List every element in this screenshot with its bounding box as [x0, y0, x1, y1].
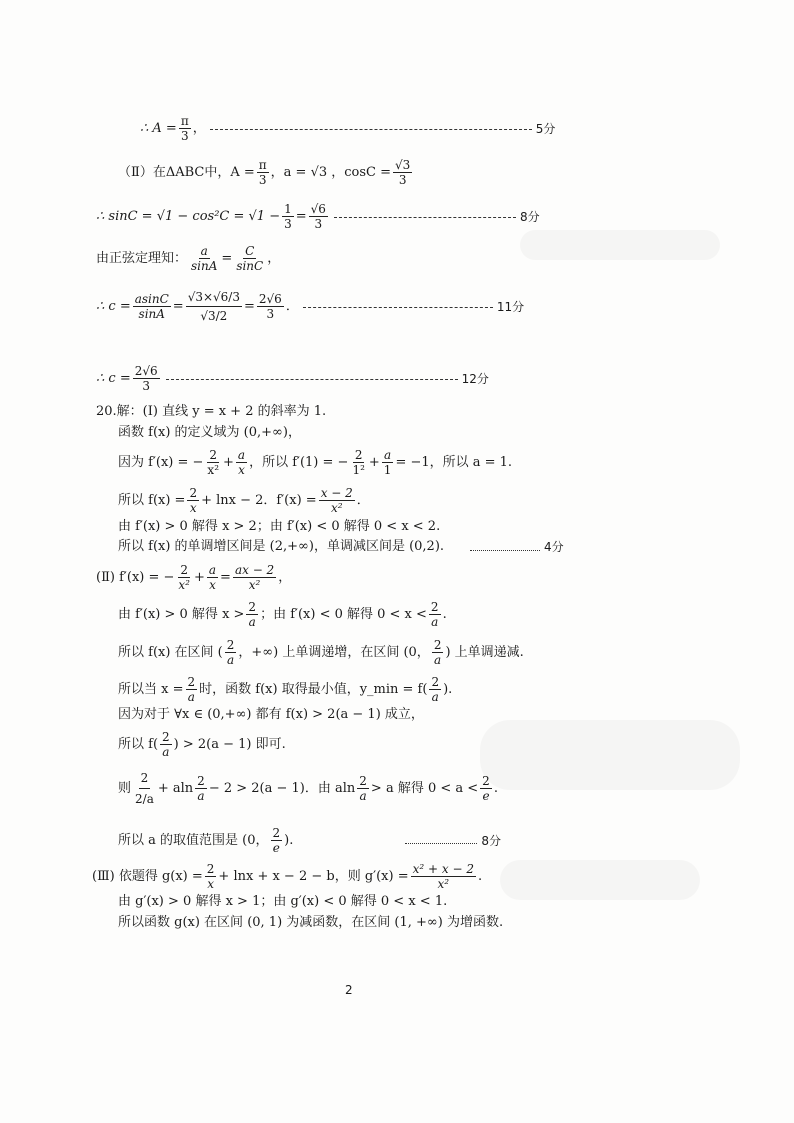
text: 所以当 x = [118, 681, 184, 697]
fraction: $\frac{2√6}{3}$ [258, 292, 282, 321]
text: (Ⅱ) f′(x) = − [96, 569, 175, 585]
score-label: 11分 [496, 299, 525, 314]
line-2 [118, 158, 414, 187]
text: 所以 f( [118, 736, 159, 752]
fraction: $\frac{\pi}{3}$ [180, 114, 189, 143]
score-leader [166, 379, 458, 380]
score-leader [470, 550, 540, 551]
text: 因为 f′(x) = − [118, 454, 204, 470]
text: + lnx − 2．f′(x) = [201, 492, 317, 508]
text: + lnx + x − 2 − b，则 g′(x) = [218, 868, 409, 884]
text: − 2 > 2(a − 1)．由 aln [208, 780, 356, 796]
scan-smudge [480, 720, 740, 790]
line-20 [118, 826, 501, 855]
line-21 [92, 862, 482, 891]
line-13 [96, 563, 291, 592]
line-10 [118, 486, 370, 515]
score-label: 8分 [519, 209, 540, 224]
text: = [295, 208, 307, 224]
fraction: $\frac{2}{\text{1²}}$ [352, 448, 365, 477]
line-18 [118, 730, 286, 759]
fraction: $\frac{2}{x}$ [189, 486, 198, 515]
text: (Ⅲ) 依题得 g(x) = [92, 868, 203, 884]
text: ). [443, 681, 453, 697]
line-3 [96, 202, 540, 231]
text: 20.解：(Ⅰ) 直线 y = x + 2 的斜率为 1. [96, 404, 327, 419]
fraction: $\frac{\text{x² + x − 2}}{\text{x²}}$ [412, 862, 474, 891]
fraction: $\frac{2}{a}$ [187, 675, 196, 704]
score-label: 4分 [544, 540, 564, 554]
text: 所以 f(x) = [118, 492, 186, 508]
fraction: $\frac{\pi}{3}$ [258, 158, 267, 187]
text: ， [192, 120, 206, 136]
text: ) 上单调递减. [445, 644, 524, 660]
text: 因为对于 ∀x ∈ (0,+∞) 都有 f(x) > 2(a − 1) 成立， [118, 707, 424, 722]
line-17 [118, 706, 424, 724]
line-14 [118, 600, 447, 629]
compound-fraction: $\frac{2}{2/a}$ [133, 768, 156, 809]
text: （Ⅱ）在ΔABC中，A = [118, 164, 255, 180]
text: + [193, 569, 205, 585]
text: ，a = √3 ，cosC = [270, 164, 392, 180]
text: ∴ c = [96, 370, 131, 386]
text: 由正弦定理知： [96, 250, 188, 266]
fraction: $\frac{2}{a}$ [197, 774, 205, 803]
fraction: $\frac{a}{\sin A}$ [191, 244, 218, 273]
fraction: $\frac{2}{e}$ [272, 826, 281, 855]
fraction: $\frac{2}{x}$ [206, 862, 215, 891]
line-12 [118, 538, 564, 556]
score-leader [210, 129, 532, 130]
text: 由 f′(x) > 0 解得 x > [118, 606, 245, 622]
fraction: $\frac{2}{a}$ [433, 638, 442, 667]
score-label: 5分 [535, 121, 556, 136]
text: ， [278, 569, 292, 585]
page-number: 2 [345, 983, 353, 997]
scan-smudge [520, 230, 720, 260]
text: 所以 f(x) 的单调增区间是 (2,+∞)，单调减区间是 (0,2). [118, 539, 445, 554]
fraction: $\frac{2}{a}$ [248, 600, 257, 629]
fraction: $\frac{a}{x}$ [208, 563, 217, 592]
fraction: $\frac{2√6}{3}$ [134, 364, 158, 393]
text: 所以 f(x) 在区间 ( [118, 644, 223, 660]
text: . [493, 780, 498, 796]
text: ． [356, 492, 370, 508]
line-11 [118, 518, 440, 536]
score-leader [303, 307, 493, 308]
text: 所以 a 的取值范围是 (0， [118, 832, 269, 848]
text: + [368, 454, 380, 470]
text: . [442, 606, 447, 622]
fraction: $\frac{1}{3}$ [284, 202, 292, 231]
fraction: $\frac{2}{a}$ [430, 600, 439, 629]
text: > a 解得 0 < a < [370, 780, 479, 796]
fraction: $\frac{2}{a}$ [226, 638, 235, 667]
line-8 [118, 424, 301, 442]
text: ；由 f′(x) < 0 解得 0 < x < [260, 606, 427, 622]
text: . [477, 868, 483, 884]
line-7 [96, 403, 326, 421]
text: 则 [118, 780, 132, 796]
fraction: $\frac{ax - 2}{\text{x²}}$ [234, 563, 275, 592]
compound-fraction: $\frac{√3\times√6/3}{√3/2}$ [187, 290, 240, 323]
score-label: 12分 [461, 371, 489, 386]
fraction: $\frac{2}{a}$ [162, 730, 170, 759]
text: + aln [157, 780, 194, 796]
line-9 [118, 448, 512, 477]
line-1 [140, 114, 555, 143]
line-6 [96, 364, 489, 393]
fraction: $\frac{a}{x}$ [237, 448, 246, 477]
text: 所以函数 g(x) 在区间 (0, 1) 为减函数，在区间 (1, +∞) 为增函数. [118, 915, 504, 930]
text: = [221, 250, 233, 266]
fraction: $\frac{a}{1}$ [383, 448, 392, 477]
fraction: $\frac{√3}{3}$ [395, 158, 411, 187]
text: ． [285, 298, 299, 314]
text: ，+∞) 上单调递增，在区间 (0， [238, 644, 430, 660]
text: ) > 2(a − 1) 即可. [173, 736, 286, 752]
scan-smudge [500, 860, 700, 900]
fraction: $\frac{2}{e}$ [482, 774, 490, 803]
text: 由 g′(x) > 0 解得 x > 1；由 g′(x) < 0 解得 0 < x < 1. [118, 894, 448, 909]
line-23 [118, 914, 503, 932]
text: ). [284, 832, 294, 848]
score-leader [405, 843, 477, 844]
text: + [223, 454, 234, 470]
fraction: $\frac{x - 2}{\text{x²}}$ [320, 486, 353, 515]
score-label: 8分 [481, 833, 501, 848]
fraction: $\frac{asinC}{\sin A}$ [134, 292, 169, 321]
fraction: $\frac{2}{a}$ [359, 774, 367, 803]
line-15 [118, 638, 524, 667]
text: = [220, 569, 231, 585]
text: = [172, 298, 184, 314]
fraction: $\frac{√6}{3}$ [310, 202, 326, 231]
text: 时，函数 f(x) 取得最小值，y_min = f( [199, 681, 428, 697]
text: = [243, 298, 255, 314]
fraction: $\frac{2}{\text{x²}}$ [207, 448, 219, 477]
text: ，所以 f′(1) = − [249, 454, 349, 470]
text: ， [267, 250, 281, 266]
text: 函数 f(x) 的定义域为 (0,+∞)， [118, 425, 301, 440]
text: ∴ A = [140, 120, 177, 136]
line-16 [118, 675, 452, 704]
fraction: $\frac{2}{\text{x²}}$ [178, 563, 190, 592]
line-19 [118, 768, 498, 809]
text: 由 f′(x) > 0 解得 x > 2；由 f′(x) < 0 解得 0 < x < 2. [118, 519, 441, 534]
text: ∴ c = [96, 298, 131, 314]
fraction: $\frac{C}{\sin C}$ [236, 244, 264, 273]
fraction: $\frac{2}{a}$ [431, 675, 440, 704]
score-leader [334, 217, 516, 218]
line-4 [96, 244, 280, 273]
line-22 [118, 893, 447, 911]
text: ∴ sinC = √1 − cos²C = √1 − [96, 208, 281, 224]
line-5 [96, 288, 524, 325]
text: = −1，所以 a = 1. [395, 454, 513, 470]
